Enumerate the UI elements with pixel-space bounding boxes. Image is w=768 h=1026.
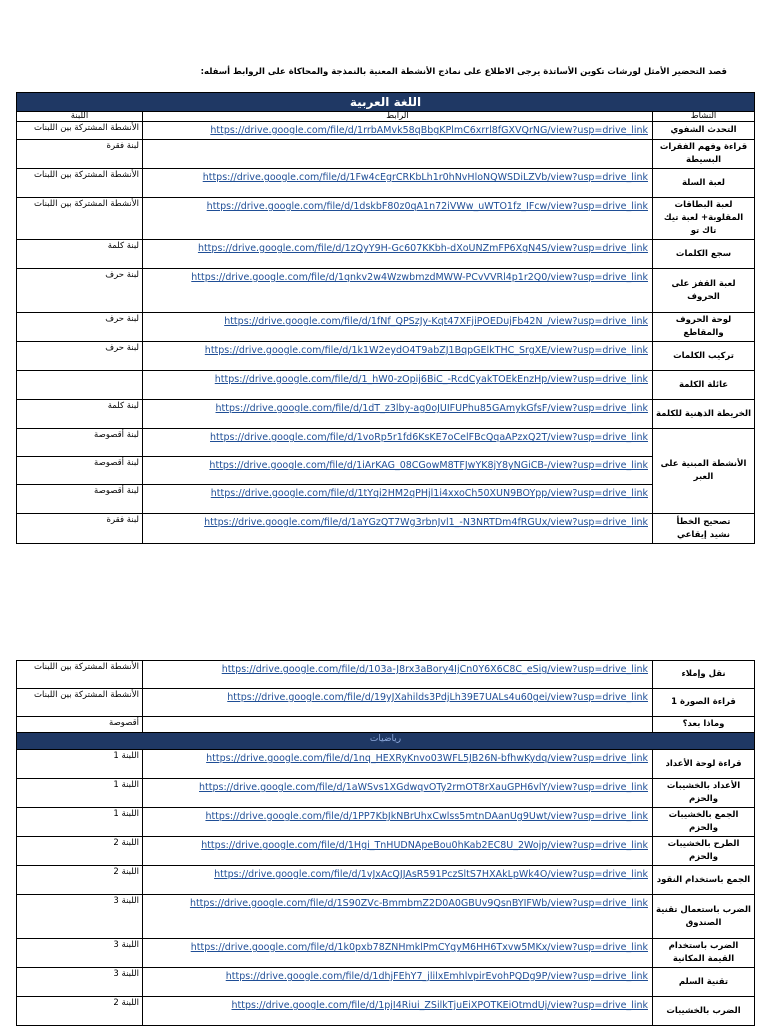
section-header-row: [17, 733, 755, 750]
link-cell: [143, 895, 653, 939]
level-cell: لبنة فقرة: [17, 140, 143, 169]
link-cell: [143, 429, 653, 457]
level-cell: اللبنة 1: [17, 808, 143, 837]
link-cell: [143, 269, 653, 313]
drive-link[interactable]: https://drive.google.com/file/d/1aWSvs1XGdwqvOTy2rmOT8rXauGPH6vlY/view?usp=drive_link: [199, 782, 648, 793]
activity-cell: تقنية السلم: [653, 968, 755, 997]
table-row: [17, 866, 755, 895]
activity-cell: قراءة وفهم الفقرات البسيطة: [653, 140, 755, 169]
table-row: [17, 313, 755, 342]
header-level: اللبنة: [17, 112, 143, 122]
activity-cell: التحدث الشفوي: [653, 122, 755, 140]
drive-link[interactable]: https://drive.google.com/file/d/1nq_HEXRyKnvo03WFL5JB26N-bfhwKydq/view?usp=drive_link: [206, 753, 648, 764]
header-link: الرابط: [143, 112, 653, 122]
link-cell: [143, 371, 653, 400]
activity-cell: نقل وإملاء: [653, 661, 755, 689]
link-cell: [143, 750, 653, 779]
activity-cell: قراءة لوحة الأعداد: [653, 750, 755, 779]
link-cell: [143, 400, 653, 429]
drive-link[interactable]: https://drive.google.com/file/d/1voRp5r1fd6KsKE7oCelFBcQqaAPzxQ2T/view?usp=drive_link: [210, 432, 648, 443]
level-cell: الأنشطة المشتركة بين اللبنات: [17, 661, 143, 689]
drive-link[interactable]: https://drive.google.com/file/d/1k1W2eydO4T9abZJ1BqpGElkTHC_SrgXE/view?usp=drive_link: [204, 345, 648, 356]
table-row: [17, 198, 755, 240]
link-cell: [143, 997, 653, 1026]
link-cell: [143, 661, 653, 689]
activity-cell: الضرب بالخشيبات: [653, 997, 755, 1026]
table-row: [17, 342, 755, 371]
drive-link[interactable]: https://drive.google.com/file/d/1rrbAMvk58qBbgKPlmC6xrrl8fGXVQrNG/view?usp=drive_link: [210, 125, 648, 136]
activity-cell: لعبة القفز على الحروف: [653, 269, 755, 313]
table-row: [17, 837, 755, 866]
level-cell: [17, 371, 143, 400]
drive-link[interactable]: https://drive.google.com/file/d/1tYqi2HM2qPHjl1i4xxoCh50XUN9BOYpp/view?usp=drive_link: [210, 488, 648, 499]
intro-text: قصد التحضير الأمثل لورشات تكوين الأساتذة يرجى الاطلاع على نماذج الأنشطة المعنية بالنمذجة والمحاكاة على الروابط أسفله:: [200, 67, 727, 77]
table-row: [17, 485, 755, 514]
activity-cell: لعبة السلة: [653, 169, 755, 198]
link-cell: [143, 939, 653, 968]
activity-cell: الضرب باستخدام القيمة المكانية: [653, 939, 755, 968]
activity-cell: الأعداد بالخشيبات والحزم: [653, 779, 755, 808]
table-row: [17, 895, 755, 939]
drive-link[interactable]: https://drive.google.com/file/d/1dhjFEhY7_jlilxEmhlvpirEvohPQDg9P/view?usp=drive_link: [225, 971, 648, 982]
activity-cell: لعبة البطاقات المقلوبة+ لعبة تيك تاك تو: [653, 198, 755, 240]
activity-cell: الخريطة الذهنية للكلمة: [653, 400, 755, 429]
link-cell: [143, 866, 653, 895]
drive-link[interactable]: https://drive.google.com/file/d/1Fw4cEgrCRKbLh1r0hNvHloNQWSDiLZVb/view?usp=drive_link: [202, 172, 648, 183]
table-title: اللغة العربية: [17, 93, 755, 112]
link-cell: [143, 808, 653, 837]
drive-link[interactable]: https://drive.google.com/file/d/103a-J8rx3aBory4IjCn0Y6X6C8C_eSig/view?usp=drive_link: [221, 664, 648, 675]
table-row: [17, 939, 755, 968]
activity-cell: الطرح بالخشيبات والحزم: [653, 837, 755, 866]
table-row: [17, 779, 755, 808]
level-cell: لبنة أقصوصة: [17, 429, 143, 457]
table-row: [17, 514, 755, 544]
table-row: [17, 997, 755, 1026]
level-cell: الأنشطة المشتركة بين اللبنات: [17, 198, 143, 240]
table-row: [17, 122, 755, 140]
activity-cell: الضرب باستعمال تقنية الصندوق: [653, 895, 755, 939]
link-cell: [143, 485, 653, 514]
link-cell: [143, 457, 653, 485]
link-cell: [143, 122, 653, 140]
link-cell: [143, 968, 653, 997]
link-cell: [143, 717, 653, 733]
link-cell: [143, 689, 653, 717]
link-cell: [143, 779, 653, 808]
drive-link[interactable]: https://drive.google.com/file/d/1pjI4Riui_ZSilkTjuEiXPOTKEiOtmdUj/view?usp=drive_link: [231, 1000, 648, 1011]
link-cell: [143, 140, 653, 169]
activity-cell: وماذا بعد؟: [653, 717, 755, 733]
level-cell: لبنة أقصوصة: [17, 457, 143, 485]
level-cell: اللبنة 1: [17, 750, 143, 779]
level-cell: اللبنة 1: [17, 779, 143, 808]
level-cell: اللبنة 2: [17, 866, 143, 895]
drive-link[interactable]: https://drive.google.com/file/d/1S90ZVc-BmmbmZ2D0A0GBUv9QsnBYIFWb/view?usp=drive_link: [189, 898, 648, 909]
table-row: [17, 140, 755, 169]
drive-link[interactable]: https://drive.google.com/file/d/1dskbF80z0qA1n72iVWw_uWTO1fz_IFcw/view?usp=drive_link: [206, 201, 648, 212]
table-row: [17, 750, 755, 779]
header-activity: النشاط: [653, 112, 755, 122]
level-cell: لبنة حرف: [17, 269, 143, 313]
link-cell: [143, 313, 653, 342]
activity-cell: لوحة الحروف والمقاطع: [653, 313, 755, 342]
table-row: [17, 240, 755, 269]
level-cell: لبنة أقصوصة: [17, 485, 143, 514]
level-cell: اللبنة 2: [17, 837, 143, 866]
table-row: [17, 808, 755, 837]
drive-link[interactable]: https://drive.google.com/file/d/1iArKAG_08CGowM8TFJwYK8jY8yNGiCB-/view?usp=drive_link: [209, 460, 648, 471]
drive-link[interactable]: https://drive.google.com/file/d/1dT_z3lby-ag0oJUIFUPhu85GAmykGfsF/view?usp=drive_link: [215, 403, 648, 414]
link-cell: [143, 837, 653, 866]
drive-link[interactable]: https://drive.google.com/file/d/1fNf_QPSzJy-Kqt47XFjiPOEDujFb42N_/view?usp=drive_link: [224, 316, 648, 327]
drive-link[interactable]: https://drive.google.com/file/d/1PP7KbJkNBrUhxCwlss5mtnDAanUg9Uwt/view?usp=drive_link: [205, 811, 648, 822]
drive-link[interactable]: https://drive.google.com/file/d/1Hgi_TnHUDNApeBou0hKab2EC8U_2Wojp/view?usp=drive_link: [201, 840, 648, 851]
drive-link[interactable]: https://drive.google.com/file/d/19yJXahilds3PdjLh39E7UALs4u60gei/view?usp=drive_link: [227, 692, 648, 703]
activity-cell: سجع الكلمات: [653, 240, 755, 269]
table-row: [17, 400, 755, 429]
table-row: [17, 661, 755, 689]
arabic-activities-table: [16, 92, 755, 544]
link-cell: [143, 342, 653, 371]
table-row: [17, 429, 755, 457]
drive-link[interactable]: https://drive.google.com/file/d/1_hW0-zOpij6BiC_-RcdCyakTOEkEnzHp/view?usp=drive_link: [214, 374, 648, 385]
drive-link[interactable]: https://drive.google.com/file/d/1aYGzQT7Wg3rbnJvl1_-N3NRTDm4fRGUx/view?usp=drive_link: [204, 517, 648, 528]
level-cell: الأنشطة المشتركة بين اللبنات: [17, 689, 143, 717]
drive-link[interactable]: https://drive.google.com/file/d/1k0pxb78ZNHmklPmCYgyM6HH6Txvw5MKx/view?usp=drive_link: [190, 942, 648, 953]
activity-cell: قراءة الصورة 1: [653, 689, 755, 717]
activity-cell: الأنشطة المبنية على العبر: [653, 429, 755, 514]
level-cell: أقصوصة: [17, 717, 143, 733]
link-cell: [143, 169, 653, 198]
table-row: [17, 169, 755, 198]
level-cell: لبنة كلمة: [17, 400, 143, 429]
table-row: [17, 269, 755, 313]
drive-link[interactable]: https://drive.google.com/file/d/1zQyY9H-Gc607KKbh-dXoUNZmFP6XgN4S/view?usp=drive_link: [197, 243, 648, 254]
level-cell: لبنة فقرة: [17, 514, 143, 544]
drive-link[interactable]: https://drive.google.com/file/d/1qnkv2w4WzwbmzdMWW-PCvVVRl4p1r2Q0/view?usp=drive_link: [191, 272, 648, 283]
continued-activities-table: [16, 660, 755, 1026]
level-cell: الأنشطة المشتركة بين اللبنات: [17, 169, 143, 198]
level-cell: اللبنة 3: [17, 968, 143, 997]
level-cell: اللبنة 3: [17, 895, 143, 939]
activity-cell: تصحيح الخطأ نشيد إيقاعي: [653, 514, 755, 544]
link-cell: [143, 198, 653, 240]
level-cell: الأنشطة المشتركة بين اللبنات: [17, 122, 143, 140]
level-cell: اللبنة 2: [17, 997, 143, 1026]
level-cell: لبنة كلمة: [17, 240, 143, 269]
link-cell: [143, 240, 653, 269]
level-cell: لبنة حرف: [17, 313, 143, 342]
drive-link[interactable]: https://drive.google.com/file/d/1vJxAcQJJAsR591PczSltS7HXAkLpWk4O/view?usp=drive_link: [214, 869, 648, 880]
table-row: [17, 457, 755, 485]
table-row: [17, 968, 755, 997]
table-row: [17, 371, 755, 400]
level-cell: اللبنة 3: [17, 939, 143, 968]
activity-cell: تركيب الكلمات: [653, 342, 755, 371]
link-cell: [143, 514, 653, 544]
activity-cell: الجمع بالخشيبات والحزم: [653, 808, 755, 837]
table-row: [17, 717, 755, 733]
table-row: [17, 689, 755, 717]
activity-cell: الجمع باستخدام النقود: [653, 866, 755, 895]
activity-cell: عائلة الكلمة: [653, 371, 755, 400]
level-cell: لبنة حرف: [17, 342, 143, 371]
section-title: رياضيات: [17, 733, 755, 750]
